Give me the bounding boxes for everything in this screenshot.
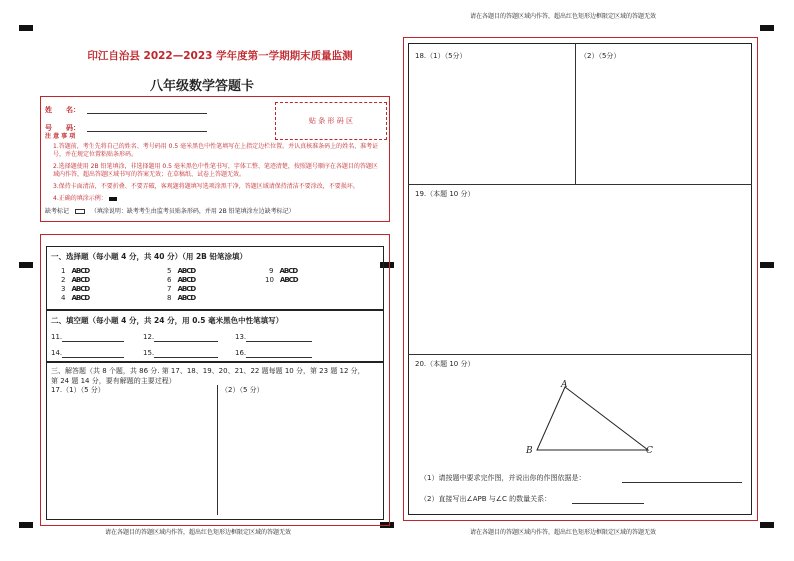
missing-mark-box[interactable] (75, 209, 85, 214)
q17-answer-area-2[interactable] (221, 396, 379, 514)
q18-separator (408, 184, 752, 185)
blank-item[interactable]: 14. (51, 349, 124, 358)
barcode-area (275, 102, 387, 140)
section2-title: 二、填空题（每小题 4 分，共 24 分，用 0.5 毫米黑色中性笔填写） (51, 316, 284, 325)
q20-part2-answer-line[interactable] (572, 503, 644, 504)
note-item: 3.保持卡面清洁，不要折叠、不要弄破，客观题将题填写选项涂黑干净，答题区域请保持清洁不要涂改，不要损坏。 (53, 183, 359, 190)
q20-part2 (420, 495, 551, 504)
choice-row[interactable]: 6 ABCD (167, 276, 196, 284)
section-fill-blank (46, 310, 384, 362)
q19-label: 19.（本题 10 分） (415, 190, 475, 198)
choice-row[interactable]: 3 ABCD (61, 285, 90, 293)
blank-item[interactable]: 13. (235, 333, 312, 342)
blank-item[interactable]: 16. (235, 349, 312, 358)
choice-row[interactable]: 9 ABCD (269, 267, 298, 275)
q18-part1-label: 18.（1）（5分） (415, 52, 467, 60)
q19-separator (408, 354, 752, 355)
barcode-label: 贴 条 形 码 区 (309, 116, 353, 125)
q18-divider (575, 43, 576, 184)
header-note: 请在各题目的答题区域内作答，超出红色矩形边框限定区域的答题无效 (470, 13, 657, 20)
missing-mark-label: 缺考标记 (45, 208, 70, 215)
name-label: 姓 名： (45, 106, 80, 114)
note-item: 1.答题前，考生先将自己的姓名、考号码用 0.5 毫米黑色中性笔填写在上指定边栏位置。并认真核准条码上的姓名、准考证号，并在规定位置粘贴条形码。 (53, 143, 379, 158)
alignment-marker (19, 25, 33, 31)
choice-row[interactable]: 4 ABCD (61, 294, 90, 302)
note-item: 2.选择题使用 2B 铅笔填涂，非选择题用 0.5 毫米黑色中性笔书写，字体工整、笔迹清楚，按照题号顺序在各题目的答题区域内作答，超出答题区域书写的答案无效；在草稿纸、试卷上答题无效。 (53, 163, 378, 178)
section-solutions (46, 362, 384, 520)
vertex-label-b: B (526, 446, 533, 456)
q20-part2-text: （2）直接写出∠APB 与∠C 的数量关系： (420, 495, 552, 503)
correct-fill-example (109, 197, 117, 201)
id-label: 号 码： (45, 124, 80, 132)
alignment-marker (19, 262, 33, 268)
card-title: 八年级数学答题卡 (150, 79, 255, 94)
blank-item[interactable]: 12. (143, 333, 218, 342)
q17-answer-area-1[interactable] (51, 396, 211, 514)
section1-title: 一、选择题（每小题 4 分，共 40 分）（用 2B 铅笔涂填） (51, 252, 248, 261)
choice-row[interactable]: 7 ABCD (167, 285, 196, 293)
info-box (40, 96, 390, 222)
note-item (53, 195, 383, 203)
missing-mark-row (45, 208, 385, 216)
section-multiple-choice (46, 246, 384, 310)
alignment-marker (760, 262, 774, 268)
q20-label: 20.（本题 10 分） (415, 360, 475, 368)
footer-note-left: 请在各题目的答题区域内作答，超出红色矩形边框限定区域的答题无效 (105, 529, 292, 536)
id-field[interactable] (87, 131, 207, 132)
triangle-abc (537, 387, 648, 450)
choice-row[interactable]: 1 ABCD (61, 267, 90, 275)
choice-row[interactable]: 5 ABCD (167, 267, 196, 275)
blank-item[interactable]: 15. (143, 349, 218, 358)
section3-title-line2: 第 24 题 14 分，要有解题的主要过程） (51, 377, 176, 385)
choice-row[interactable]: 2 ABCD (61, 276, 90, 284)
q18-part2-label: （2）（5分） (580, 52, 621, 60)
alignment-marker (19, 522, 33, 528)
choice-row[interactable]: 8 ABCD (167, 294, 196, 302)
q19-answer-area[interactable] (412, 200, 748, 350)
vertex-label-c: C (646, 446, 653, 456)
section3-title-line1: 三、解答题（共 8 个题，共 86 分. 第 17、18、19、20、21、22 题每题 10 分，第 23 题 12 分， (51, 367, 365, 375)
q20-part1-answer-line[interactable] (622, 482, 742, 483)
notes-title: 注 意 事 项 (45, 133, 76, 140)
blank-item[interactable]: 11. (51, 333, 124, 342)
choice-row[interactable]: 10 ABCD (265, 276, 298, 284)
alignment-marker (760, 25, 774, 31)
q17-part2-label: （2）（5 分） (221, 386, 264, 394)
missing-mark-note: （填涂说明：缺考考生由监考员贴条形码，并用 2B 铅笔填涂左边缺考标记） (90, 208, 295, 215)
triangle-figure (520, 378, 660, 460)
q20-part1 (420, 474, 585, 483)
q20-part1-text: （1）请按题中要求完作图，并说出你的作图依据是： (420, 474, 586, 482)
name-field[interactable] (87, 113, 207, 114)
vertex-label-a: A (561, 380, 568, 390)
q17-part1-label: 17.（1）（5 分） (51, 386, 105, 394)
correct-fill-example-label: 4.正确的填涂示例： (53, 195, 107, 202)
alignment-marker (760, 522, 774, 528)
exam-title: 印江自治县 2022—2023 学年度第一学期期末质量监测 (87, 50, 353, 62)
footer-note-right: 请在各题目的答题区域内作答，超出红色矩形边框限定区域的答题无效 (470, 529, 657, 536)
q17-divider (217, 385, 218, 515)
